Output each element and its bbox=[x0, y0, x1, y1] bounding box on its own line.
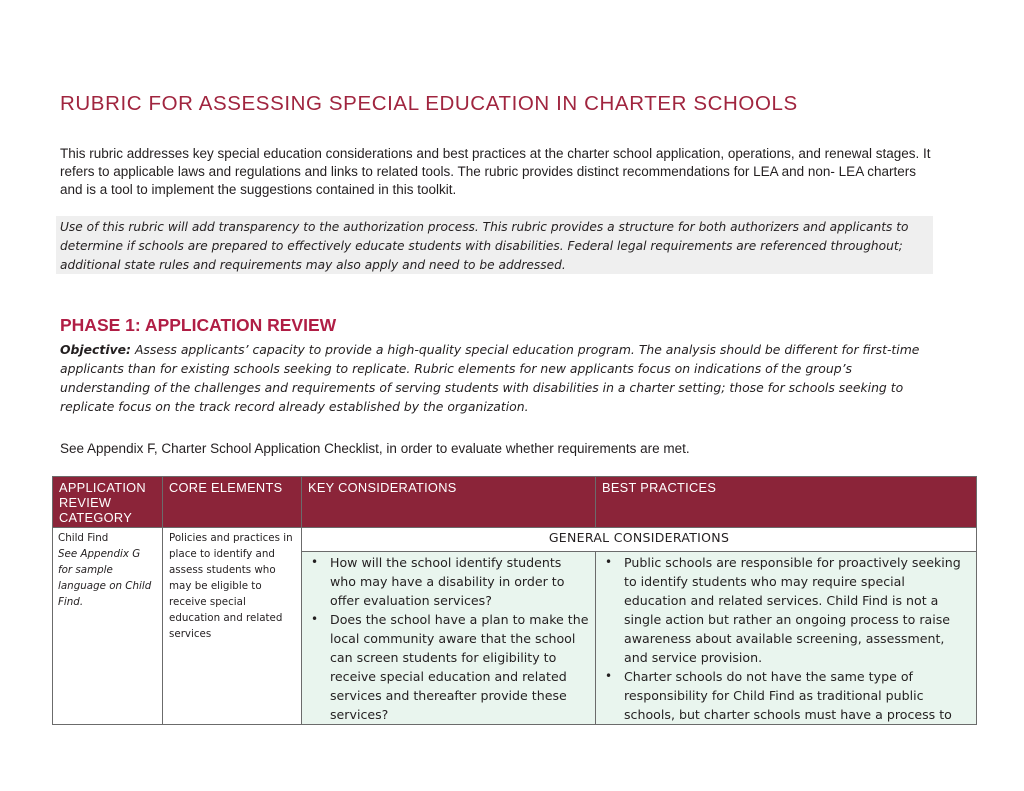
list-item-text: Public schools are responsible for proactively seeking to identify students who may require special education and related services. Child Find is not a single action but rather an ongoing process to raise awareness about available screening, assessment, and service provision. bbox=[624, 555, 961, 665]
header-key-considerations: KEY CONSIDERATIONS bbox=[302, 477, 596, 528]
table-header-row bbox=[53, 477, 977, 528]
header-core-elements: CORE ELEMENTS bbox=[163, 477, 302, 528]
header-best-practices: BEST PRACTICES bbox=[596, 477, 977, 528]
phase-title: PHASE 1: APPLICATION REVIEW bbox=[60, 315, 337, 335]
list-item-text: How will the school identify students who may have a disability in order to offer evaluation services? bbox=[330, 555, 565, 608]
list-item bbox=[308, 610, 589, 724]
key-considerations-cell bbox=[302, 552, 596, 725]
list-item bbox=[308, 553, 589, 610]
list-item bbox=[602, 553, 970, 667]
transparency-callout: Use of this rubric will add transparency to the authorization process. This rubric provides a structure for both authorizers and applicants to determine if schools are prepared to effectively educate students with disabilities. Federal legal requirements are referenced throughout; additional state rules and requirements may also apply and need to be addressed. bbox=[56, 216, 933, 274]
category-cell bbox=[53, 528, 163, 725]
category-note: See Appendix G for sample language on Child Find. bbox=[58, 548, 152, 608]
appendix-note: See Appendix F, Charter School Application Checklist, in order to evaluate whether requirements are met. bbox=[60, 441, 690, 456]
general-considerations-label: GENERAL CONSIDERATIONS bbox=[302, 528, 977, 552]
objective-label: Objective: bbox=[60, 342, 132, 357]
rubric-table bbox=[52, 476, 977, 725]
list-item-text: Charter schools do not have the same type of responsibility for Child Find as traditional public schools, but charter schools must have a process to bbox=[624, 669, 952, 722]
header-category: APPLICATION REVIEW CATEGORY bbox=[53, 477, 163, 528]
bullet-icon: • bbox=[605, 669, 613, 683]
list-item-text: Does the school have a plan to make the local community aware that the school can screen students for eligibility to receive special education and related services and thereafter provide these services? bbox=[330, 612, 589, 722]
objective-paragraph bbox=[60, 340, 940, 416]
intro-paragraph: This rubric addresses key special education considerations and best practices at the charter school application, operations, and renewal stages. It refers to applicable laws and regulations and links to related tools. The rubric provides distinct recommendations for LEA and non- LEA charters and is a tool to implement the suggestions contained in this toolkit. bbox=[60, 146, 931, 197]
table-row bbox=[53, 528, 977, 552]
list-item bbox=[602, 667, 970, 724]
objective-text: Assess applicants’ capacity to provide a high-quality special education program. The analysis should be different for first-time applicants than for existing schools seeking to replicate. Rubric elements for new applicants focus on indications of the group’s understanding of the challenges and requirements of serving students with disabilities in a charter setting; those for schools seeking to replicate focus on the track record already established by the organization. bbox=[60, 342, 920, 414]
best-practices-cell bbox=[596, 552, 977, 725]
core-elements-cell: Policies and practices in place to identify and assess students who may be eligible to receive special education and related services bbox=[163, 528, 302, 725]
bullet-icon: • bbox=[311, 555, 319, 569]
category-name: Child Find bbox=[58, 532, 109, 544]
bullet-icon: • bbox=[605, 555, 613, 569]
document-title: RUBRIC FOR ASSESSING SPECIAL EDUCATION IN CHARTER SCHOOLS bbox=[60, 92, 798, 115]
bullet-icon: • bbox=[311, 612, 319, 626]
